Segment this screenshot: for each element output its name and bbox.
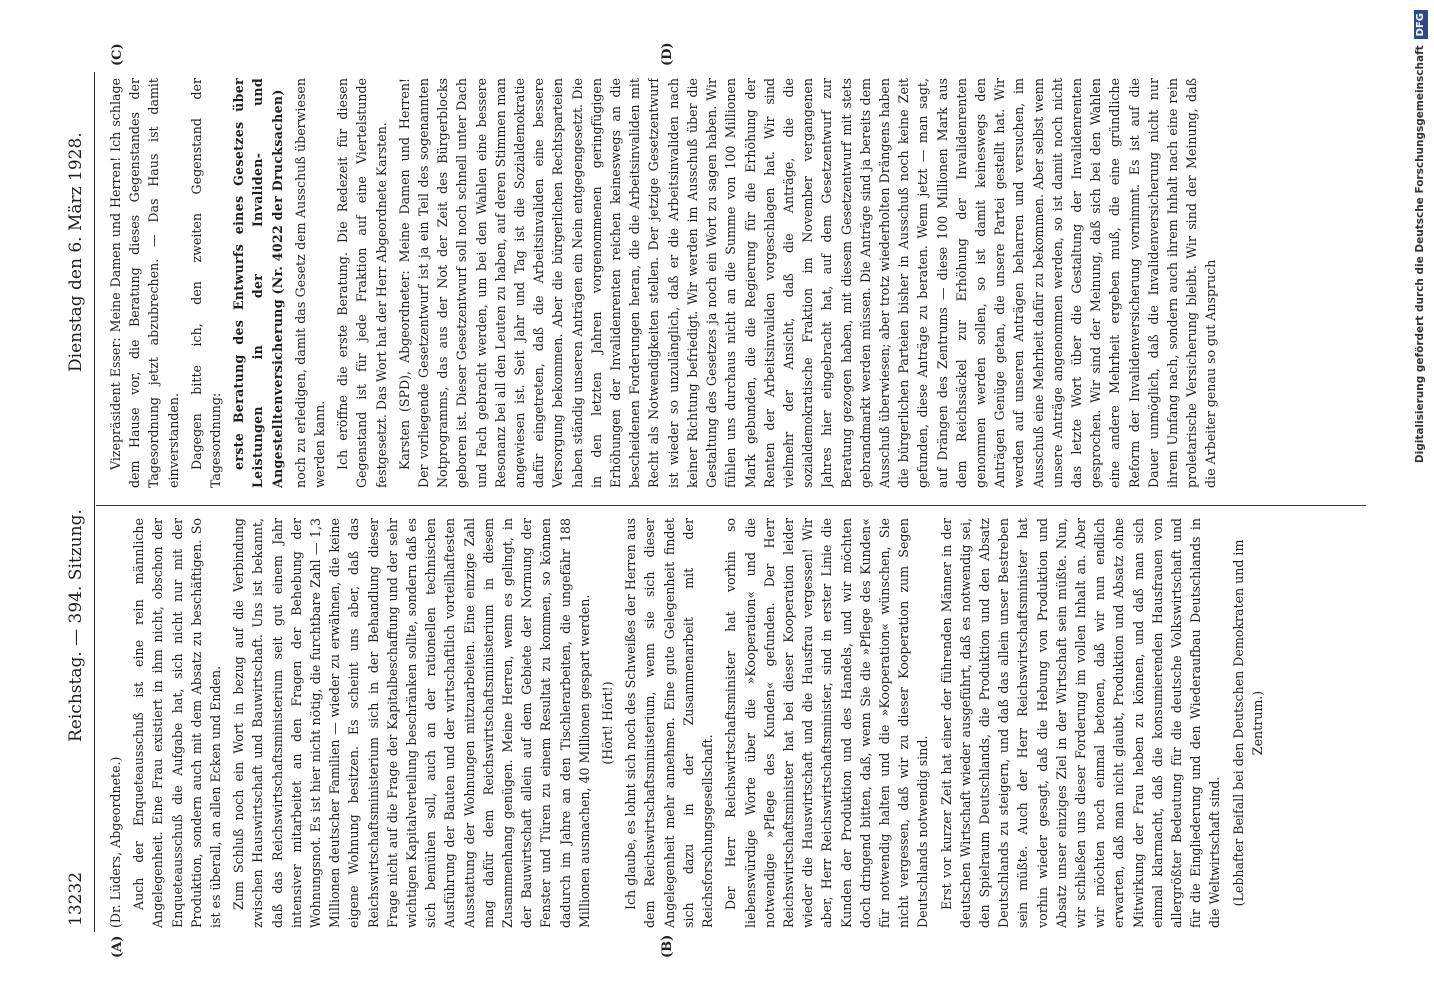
paragraph: Ich eröffne die erste Beratung. Die Redezeit für diesen Gegenstand ist für jede Fraktion auf eine Viertelstunde festgesetzt. Das Wort hat der Herr Abgeordnete Karsten. — [335, 78, 389, 488]
header-rule — [94, 72, 95, 932]
paragraph: Ich glaube, es lohnt sich noch des Schweißes der Herren aus dem Reichswirtschaftsministerium, wenn sie sich dieser Angelegenheit mehr annehmen. Eine gute Gelegenheit findet sich dazu in der Zusammenarbeit mit der Reichsforschungsgesellschaft. — [623, 518, 716, 928]
left-column — [106, 518, 1366, 928]
document-page — [60, 42, 1380, 958]
speaker-note: (Dr. Lüders, Abgeordnete.) — [108, 756, 123, 928]
stamp-text: Digitalisierung gefördert durch die Deutsche Forschungsgemeinschaft — [1414, 45, 1426, 464]
margin-marker-a: (A) — [110, 935, 125, 958]
paragraph: Vizepräsident Esser: Meine Damen und Herren! Ich schlage dem Hause vor, die Beratung dieses Gegenstandes der Tagesordnung jetzt abzubrechen. — Das Haus ist damit einverstanden. — [108, 78, 181, 488]
paragraph: Erst vor kurzer Zeit hat einer der führenden Männer in der deutschen Wirtschaft wieder ausgeführt, daß es notwendig sei, den Spielraum Deutschlands, die Produktion und den Absatz Deutschlands zu steigern, und daß das allein unser Bestreben sein müßte. Auch der Herr Reichswirtschaftsminister hat vorhin wieder gesagt, daß die Hebung von Produktion und Absatz unser einziges Ziel in der Wirtschaft sein müßte. Nun, wir schließen uns dieser Forderung im vollen Inhalt an. Aber wir möchten noch einmal betonen, daß wir nun endlich erwarten, daß man nicht glaubt, Produktion und Absatz ohne Mitwirkung der Frau heben zu können, und daß man sich einmal klarmacht, daß die konsumierenden Hausfrauen von allergrößter Bedeutung für die deutsche Volkswirtschaft und für die Eingliederung und den Wiederaufbau Deutschlands in die Weltwirtschaft sind. — [938, 518, 1223, 928]
applause-note: (Lebhafter Beifall bei den Deutschen Demokraten und im Zentrum.) — [1230, 539, 1265, 907]
session-date: Dienstag den 6. März 1928. — [66, 132, 86, 372]
agenda-item: erste Beratung des Entwurfs eines Gesetzes über Leistungen in der Invaliden- und Angestelltenversicherung (Nr. 4022 der Drucksachen) — [231, 78, 285, 488]
interjection: (Hört! Hört!) — [600, 681, 616, 765]
paragraph: Karsten (SPD), Abgeordneter: Meine Damen und Herren! Der vorliegende Gesetzentwurf ist ja ein Teil des sogenannten Notprogramms, das aus der Not der Zeit des Bürgerblocks geboren ist. Dieser Gesetzentwurf soll noch schnell unter Dach und Fach gebracht werden, um bei den Wahlen eine bessere Resonanz bei all den Leuten zu haben, auf deren Stimmen man angewiesen ist. Seit Jahr und Tag ist die Sozialdemokratie dafür eingetreten, daß die Arbeitsinvaliden eine bessere Versorgung bekommen. Aber die bürgerlichen Rechtsparteien haben ständig unseren Anträgen ein Nein entgegengesetzt. Die in den letzten Jahren vorgenommenen geringfügigen Erhöhungen der Invalidenrenten reichen keineswegs an die bescheidenen Forderungen heran, die die Arbeitsinvaliden mit Recht als Notwendigkeiten stellen. Der jetzige Gesetzentwurf ist wieder so unzulänglich, daß er die Arbeitsinvaliden nach keiner Richtung befriedigt. Wir werden im Ausschuß über die Gestaltung des Gesetzes ja noch ein Wort zu sagen haben. Wir fühlen uns durchaus nicht an die Summe von 100 Millionen Mark gebunden, die die Regierung für die Erhöhung der Renten der Arbeitsinvaliden vorgeschlagen hat. Wir sind vielmehr der Ansicht, daß die Anträge, die die sozialdemokratische Fraktion im November vergangenen Jahres hier eingebracht hat, auf dem Gesetzentwurf zur Beratung gezogen haben, mit diesem Gesetzentwurf mit stets gebrandmarkt werden müssen. Die Anträge sind ja bereits dem Ausschuß überwiesen; aber trotz wiederholten Drängens haben die bürgerlichen Parteien bisher in Ausschuß noch keine Zeit gefunden, diese Anträge zu beraten. Wenn jetzt — man sagt, auf Drängen des Zentrums — diese 100 Millionen Mark aus dem Reichssäckel zur Erhöhung der Invalidenrenten genommen werden sollen, so ist damit keineswegs den Anträgen Genüge getan, die unsere Partei gestellt hat. Wir werden auf unseren Anträgen beharren und versuchen, im Ausschuß eine Mehrheit dafür zu bekommen. Aber selbst wenn unsere Anträge angenommen werden, so ist damit noch nicht das letzte Wort über die Gestaltung der Invalidenrenten gesprochen. Wir sind der Meinung, daß sich bei den Wahlen eine andere Mehrheit ergeben muß, die eine gründliche Reform der Invalidenversicherung vornimmt. Es ist auf die Dauer unmöglich, daß die Invalidenversicherung nicht nur ihrem Umfang nach, sondern auch ihrem Inhalt nach eine rein proletarische Versicherung bleibt. Wir sind der Meinung, daß die Arbeiter genau so gut Anspruch — [396, 78, 1219, 488]
paragraph: Zum Schluß noch ein Wort in bezug auf die Verbindung zwischen Hauswirtschaft und Bauwirtschaft. Uns ist bekannt, daß das Reichswirtschaftsministerium seit gut einem Jahr intensiver mitarbeitet an den Fragen der Behebung der Wohnungsnot. Es ist hier nicht nötig, die furchtbare Zahl — 1,3 Millionen deutscher Familien — wieder zu erwähnen, die keine eigene Wohnung besitzen. Es scheint uns aber, daß das Reichswirtschaftsministerium sich in der Behandlung dieser Frage nicht auf die Frage der Kapitalbeschaffung und der sehr wichtigen Kapitalverteilung beschränken sollte, sondern daß es sich bemühen soll, auch an der rationellen technischen Ausführung der Bauten und der wirtschaftlich vorteilhaftesten Ausstattung der Wohnungen mitzuarbeiten. Eine einzige Zahl mag dafür dem Reichswirtschaftsministerium in diesem Zusammenhang genügen. Meine Herren, wenn es gelingt, in der Bauwirtschaft allein auf dem Gebiete der Normung der Fenster und Türen zu einem Resultat zu kommen, so können dadurch im Jahre an den Tischlerarbeiten, die ungefähr 188 Millionen ausmachen, 40 Millionen gespart werden. — [231, 518, 592, 928]
paragraph: noch zu erledigen, damit das Gesetz dem Ausschuß überwiesen werden kann. — [292, 78, 328, 488]
paragraph: Dagegen bitte ich, den zweiten Gegenstand der Tagesordnung: — [188, 78, 224, 488]
page-number: 13232 — [66, 871, 86, 926]
right-column — [106, 78, 1366, 488]
margin-marker-b: (B) — [660, 934, 675, 958]
digitization-stamp — [1410, 10, 1430, 990]
margin-marker-d: (D) — [660, 42, 675, 66]
margin-marker-c: (C) — [110, 43, 125, 66]
rotated-page-content — [60, 42, 1380, 958]
paragraph: Auch der Enqueteausschuß ist eine rein männliche Angelegenheit. Eine Frau existiert in ihm nicht, obschon der Enqueteausschuß die Aufgabe hat, sich nicht nur mit der Produktion, sondern auch mit dem Absatz zu beschäftigen. So ist es überall, an allen Ecken und Enden. — [131, 518, 224, 928]
page-header — [60, 72, 94, 932]
dfg-logo-icon: DFG — [1414, 10, 1428, 39]
column-divider — [96, 505, 1366, 506]
paragraph: Der Herr Reichswirtschaftsminister hat vorhin so liebenswürdige Worte über die »Kooperation« und die notwendige »Pflege des Kunden« gefunden. Der Herr Reichswirtschaftsminister hat bei dieser Kooperation leider wieder die Hauswirtschaft und die Hausfrau vergessen! Wir aber, Herr Reichswirtschaftsminister, sind in erster Linie die Kunden der Produktion und des Handels, und wir möchten doch dringend bitten, daß, wenn Sie die »Pflege des Kunden« für notwendig halten und die »Kooperation« wünschen, Sie nicht vergessen, daß wir zu dieser Kooperation zum Segen Deutschlands notwendig sind. — [723, 518, 931, 928]
session-title: Reichstag. — 394. Sitzung. — [66, 509, 86, 742]
